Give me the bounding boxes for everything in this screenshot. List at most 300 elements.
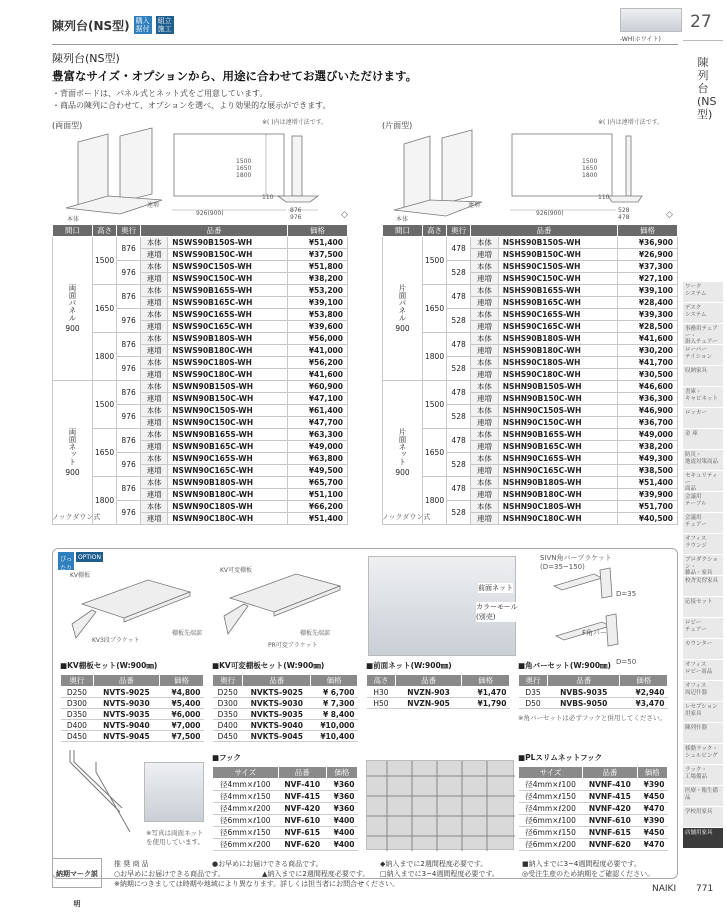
side-tab[interactable]: ロビー チェアー — [683, 618, 723, 639]
right_table-price: ¥30,500 — [618, 369, 678, 381]
kvk-option-header-cell: 価格 — [311, 675, 358, 687]
right_table-group-width: 900 — [395, 323, 410, 333]
page-title: 陳列台(NS型) — [52, 18, 130, 33]
left_table-product-code: NSWS90B180C-WH — [168, 345, 288, 357]
section-title: 陳列台(NS型) — [52, 52, 120, 65]
left_table-price: ¥47,100 — [288, 393, 348, 405]
right_table-product-code: NSHS90B165C-WH — [498, 297, 617, 309]
fit-badge: ぴったり — [58, 552, 74, 570]
kv-variable-shelf-diagram — [216, 564, 356, 650]
right_table-product-code: NSHN90C180C-WH — [498, 513, 617, 525]
kv-bracket-label: KV3段ブラケット — [92, 637, 140, 644]
kvk-option-header-cell: 奥行 — [213, 675, 243, 687]
left_table-height-cell: 1800 — [93, 333, 117, 381]
right_table-product-code: NSHS90C150C-WH — [498, 273, 617, 285]
right_table-price: ¥49,000 — [618, 429, 678, 441]
side-tab[interactable]: ロッカー — [683, 408, 723, 429]
right_table-kind-cell: 連増 — [471, 369, 499, 381]
left_table-height-cell: 1500 — [93, 381, 117, 429]
legend-item-6: ▲納入までに2週間程度必要です。 — [262, 870, 370, 878]
left_table-product-code: NSWS90C180S-WH — [168, 357, 288, 369]
right_table-row — [383, 333, 678, 345]
left_table-group-width: 900 — [65, 467, 80, 477]
hook-option-price: ¥360 — [326, 803, 357, 815]
kv-option-title: ■KV棚板セット(W:900㎜) — [60, 661, 158, 670]
left_table-price: ¥63,800 — [288, 453, 348, 465]
right_table-product-code: NSHS90C165S-WH — [498, 309, 617, 321]
left_table-kind-cell: 本体 — [141, 429, 168, 441]
right_table-kind-cell: 連増 — [471, 345, 499, 357]
hook-photo-note: ※写真は両面ネット を使用しています。 — [146, 829, 204, 846]
right_table-kind-cell: 本体 — [471, 237, 499, 249]
kvk-option-code: NVKTS-9040 — [243, 720, 311, 731]
side-tab[interactable]: 移動ラック・ シェルビング — [683, 744, 723, 765]
left_table-product-code: NSWS90B150C-WH — [168, 249, 288, 261]
right_table-kind-cell: 連増 — [471, 273, 499, 285]
right_table-depth-cell: 478 — [447, 381, 471, 405]
right_table-price: ¥41,700 — [618, 357, 678, 369]
right_table-group-name — [383, 381, 423, 525]
kv-option-row — [61, 709, 204, 720]
left_table-price: ¥56,000 — [288, 333, 348, 345]
right_table-price: ¥39,900 — [618, 489, 678, 501]
right_table-price: ¥27,100 — [618, 273, 678, 285]
left_table-price: ¥39,100 — [288, 297, 348, 309]
hook-option-price: ¥400 — [326, 815, 357, 827]
lead-text: 豊富なサイズ・オプションから、用途に合わせてお選びいただけます。 — [52, 69, 418, 83]
left_table-price: ¥37,500 — [288, 249, 348, 261]
right_table-product-code: NSHN90B180C-WH — [498, 489, 617, 501]
left_table-kind-cell: 本体 — [141, 237, 168, 249]
bar-option-code: NVBS-9035 — [548, 687, 620, 698]
side-tab[interactable]: 店舗用家具 — [683, 828, 723, 849]
side-tab[interactable]: 会議用 テーブル — [683, 492, 723, 513]
hook-option-size: 径6mm×ℓ100 — [213, 815, 279, 827]
kv-option-header-cell: 価格 — [160, 675, 204, 687]
right_table-price: ¥39,100 — [618, 285, 678, 297]
right_table-price: ¥28,400 — [618, 297, 678, 309]
kvk-option-title: ■KV可変棚板セット(W:900㎜) — [212, 661, 325, 670]
kv-option-header — [61, 675, 204, 687]
hook-option-row — [213, 791, 358, 803]
left_table-kind-cell: 本体 — [141, 357, 168, 369]
kv-option-row — [61, 698, 204, 709]
net-option-table — [366, 674, 510, 709]
hook-option-code: NVF-610 — [278, 815, 326, 827]
pl-option-row — [519, 827, 668, 839]
kv-option-code: NVTS-9035 — [93, 709, 159, 720]
pl-option-price: ¥390 — [637, 815, 667, 827]
left_table-product-code: NSWN90B165S-WH — [168, 429, 288, 441]
left_table-depth-cell: 876 — [117, 429, 141, 453]
right_table-group-label: 片面パネル — [398, 284, 407, 322]
right_table-price: ¥46,600 — [618, 381, 678, 393]
side-tab[interactable]: ワーク システム — [683, 282, 723, 303]
right_table-depth-cell: 478 — [447, 285, 471, 309]
left_table-kind-cell: 連増 — [141, 297, 168, 309]
net-hook-photo — [366, 760, 514, 850]
net-option-size: H50 — [367, 698, 396, 709]
right_table-row — [383, 237, 678, 249]
side-tab[interactable]: 書庫・ キャビネット — [683, 387, 723, 408]
bullet-2: ・商品の陳列に合わせて、オプションを選べ、より効果的な展示ができます。 — [52, 101, 331, 110]
pl-option-code: NVNF-620 — [583, 839, 637, 851]
left_table-price: ¥53,200 — [288, 285, 348, 297]
pl-option-price: ¥470 — [637, 803, 667, 815]
kvk-option-row — [213, 709, 358, 720]
pl-option-size: 径6mm×ℓ200 — [519, 839, 583, 851]
hook-option-header — [213, 767, 358, 779]
left_table-kind-cell: 本体 — [141, 309, 168, 321]
left_table-product-code: NSWS90C150C-WH — [168, 273, 288, 285]
single-dim-note: ※( )内は連増寸法です。 — [598, 119, 664, 126]
side-tab[interactable]: 会議用 チェアー — [683, 513, 723, 534]
pl-option-size: 径4mm×ℓ150 — [519, 791, 583, 803]
left_table-kind-cell: 本体 — [141, 381, 168, 393]
right_table-price: ¥38,500 — [618, 465, 678, 477]
side-tab[interactable]: 防災・ 地震対策商品 — [683, 450, 723, 471]
diamond-icon: ◇ — [341, 210, 348, 220]
d50-label: D=50 — [616, 658, 637, 666]
left_table-product-code: NSWN90C180S-WH — [168, 501, 288, 513]
d35-label: D=35 — [616, 590, 637, 598]
bar-option-row — [519, 687, 668, 698]
right_table-depth-cell: 528 — [447, 309, 471, 333]
right_table-product-code: NSHN90C165S-WH — [498, 453, 617, 465]
right_table-price: ¥40,500 — [618, 513, 678, 525]
right_table-product-code: NSHN90B180S-WH — [498, 477, 617, 489]
side-tab[interactable]: 事務用チェアー・ 掛入チェアー — [683, 324, 723, 345]
side-tab[interactable]: セキュリティー 商品 — [683, 471, 723, 492]
hook-option-price: ¥400 — [326, 839, 357, 851]
left_table-row — [53, 381, 348, 393]
right_table-product-code: NSHN90C180S-WH — [498, 501, 617, 513]
net-option-title: ■前面ネット(W:900㎜) — [366, 661, 452, 670]
right_table-kind-cell: 本体 — [471, 309, 499, 321]
legend-item-8: ◎受注生産のため納期をご確認ください。 — [522, 870, 655, 878]
legend-item-2: ●お早めにお届けできる商品です。 — [212, 860, 323, 868]
pl-option-size: 径6mm×ℓ150 — [519, 827, 583, 839]
hook-option-header-cell: 価格 — [326, 767, 357, 779]
right_table-kind-cell: 本体 — [471, 429, 499, 441]
right_table-depth-cell: 478 — [447, 477, 471, 501]
left_table-kind-cell: 連増 — [141, 393, 168, 405]
kvk-option-row — [213, 687, 358, 698]
hook-option-size: 径6mm×ℓ150 — [213, 827, 279, 839]
net-option-code: NVZN-903 — [395, 687, 461, 698]
right_table-kind-cell: 本体 — [471, 501, 499, 513]
assembly-badge: 組立施工 — [157, 17, 172, 33]
side-tab[interactable]: オフィス ロビー商品 — [683, 660, 723, 681]
right_table-depth-cell: 528 — [447, 453, 471, 477]
side-tab[interactable]: 陳列什器 — [683, 723, 723, 744]
kv-option-code: NVTS-9045 — [93, 731, 159, 742]
net-option-header-cell: 品番 — [395, 675, 461, 687]
left_table-product-code: NSWN90C180C-WH — [168, 513, 288, 525]
right_table-product-code: NSHS90B180S-WH — [498, 333, 617, 345]
right_table-kind-cell: 本体 — [471, 333, 499, 345]
right_table-group-name — [383, 237, 423, 381]
left_table-product-code: NSWN90B180S-WH — [168, 477, 288, 489]
right_table-product-code: NSHN90B165C-WH — [498, 441, 617, 453]
left_table-kind-cell: 連増 — [141, 441, 168, 453]
net-option-price: ¥1,470 — [462, 687, 510, 698]
right_table-price: ¥36,300 — [618, 393, 678, 405]
net-option-row — [367, 698, 510, 709]
right_table-price: ¥41,600 — [618, 333, 678, 345]
bar-set-note: ※角バーセットは必ずフックと併用してください。 — [518, 714, 666, 722]
hook-option-row — [213, 803, 358, 815]
right_table-header-cell: 高さ — [423, 225, 447, 237]
double-dim-note: ※( )内は連増寸法です。 — [262, 119, 328, 126]
left_table-price: ¥38,200 — [288, 273, 348, 285]
title-rule — [52, 44, 678, 45]
kvk-option-row — [213, 720, 358, 731]
left_table-price: ¥51,100 — [288, 489, 348, 501]
left_table-depth-cell: 976 — [117, 357, 141, 381]
right_table-height-cell: 1800 — [423, 477, 447, 525]
right_table-kind-cell: 連増 — [471, 297, 499, 309]
kv-option-price: ¥6,000 — [160, 709, 204, 720]
kvk-option-size: D250 — [213, 687, 243, 698]
right_table-group-width: 900 — [395, 467, 410, 477]
left_table-depth-cell: 876 — [117, 237, 141, 261]
side-tab[interactable]: ラック・ 工場備品 — [683, 765, 723, 786]
right_table-price: ¥36,900 — [618, 237, 678, 249]
side-tab[interactable]: ローパー テイション — [683, 345, 723, 366]
hook-table-wrap — [212, 752, 358, 851]
right_table-product-code: NSHS90C150S-WH — [498, 261, 617, 273]
left_table-kind-cell: 連増 — [141, 417, 168, 429]
bar-option-table — [518, 674, 668, 709]
left_table-kind-cell: 連増 — [141, 465, 168, 477]
left_table-group-label: 両面パネル — [68, 284, 77, 322]
page-number: 771 — [696, 884, 714, 894]
left_table-group-name — [53, 381, 93, 525]
right_table-product-code: NSHS90B150S-WH — [498, 237, 617, 249]
left_table-header-cell: 高さ — [93, 225, 117, 237]
right_table-price: ¥49,300 — [618, 453, 678, 465]
left_table-price: ¥65,700 — [288, 477, 348, 489]
kvk-bracket-label: PR可変ブラケット — [268, 642, 318, 649]
left_table-header-cell: 間口 — [53, 225, 93, 237]
kv-option-table — [60, 674, 204, 742]
side-tab[interactable]: 金 庫 — [683, 429, 723, 450]
right_table-kind-cell: 連増 — [471, 393, 499, 405]
right_table-product-code: NSHS90B165S-WH — [498, 285, 617, 297]
right_table-kind-cell: 連増 — [471, 249, 499, 261]
side-tab[interactable]: カウンター — [683, 639, 723, 660]
bullet-1: ・背面ボードは、パネル式とネット式をご用意しています。 — [52, 89, 268, 98]
pl-option-price: ¥390 — [637, 779, 667, 791]
color-swatch-image — [620, 8, 682, 32]
left_table-kind-cell: 本体 — [141, 405, 168, 417]
right_table-kind-cell: 本体 — [471, 453, 499, 465]
kv-option-price: ¥7,500 — [160, 731, 204, 742]
pl-option-price: ¥450 — [637, 791, 667, 803]
right_table-product-code: NSHS90C180S-WH — [498, 357, 617, 369]
single-sided-diagram — [390, 122, 680, 230]
left_table-product-code: NSWS90C165C-WH — [168, 321, 288, 333]
right_table-header-cell: 品番 — [471, 225, 618, 237]
right_table-header-row — [383, 225, 678, 237]
single-ext-label: 連増 — [468, 202, 481, 209]
right_table-row — [383, 381, 678, 393]
net-option-price: ¥1,790 — [462, 698, 510, 709]
left_table-price: ¥66,200 — [288, 501, 348, 513]
left_table-kind-cell: 連増 — [141, 345, 168, 357]
pl-option-price: ¥470 — [637, 839, 667, 851]
left_table-group-name — [53, 237, 93, 381]
bar-option-code: NVBS-9050 — [548, 698, 620, 709]
side-tab[interactable]: プロダクション・ 雑品・家具 — [683, 555, 723, 576]
left_table-product-code: NSWN90C150S-WH — [168, 405, 288, 417]
right_table-group-label: 片面ネット — [398, 428, 407, 466]
left_table-depth-cell: 876 — [117, 285, 141, 309]
double-body-label: 本体 — [67, 216, 80, 223]
pl-option-size: 径4mm×ℓ200 — [519, 803, 583, 815]
right_table-product-code: NSHN90C165C-WH — [498, 465, 617, 477]
left_table-depth-cell: 876 — [117, 333, 141, 357]
right_table-product-code: NSHS90C165C-WH — [498, 321, 617, 333]
left_table-group-width: 900 — [65, 323, 80, 333]
right_table-depth-cell: 528 — [447, 405, 471, 429]
kvk-option-price: ¥ 8,400 — [311, 709, 358, 720]
kvk-option-code: NVKTS-9025 — [243, 687, 311, 698]
kv-option-header-cell: 奥行 — [61, 675, 94, 687]
single-body-label: 本体 — [396, 216, 409, 223]
right_table-kind-cell: 連増 — [471, 441, 499, 453]
left_table-kind-cell: 本体 — [141, 477, 168, 489]
right_table-header-cell: 奥行 — [447, 225, 471, 237]
left_table-row — [53, 333, 348, 345]
left_table-product-code: NSWN90C150C-WH — [168, 417, 288, 429]
hook-option-code: NVF-410 — [278, 779, 326, 791]
left_table-price: ¥41,000 — [288, 345, 348, 357]
pl-option-code: NVNF-615 — [583, 827, 637, 839]
double-depth-2: 976 — [290, 214, 302, 221]
left_table-depth-cell: 876 — [117, 381, 141, 405]
kv-option-size: D400 — [61, 720, 94, 731]
pl-option-row — [519, 815, 668, 827]
kvk-shelf-label: KV可変棚板 — [220, 567, 253, 574]
left_table-price: ¥51,800 — [288, 261, 348, 273]
double-sided-label: (両面型) — [52, 121, 83, 130]
side-tab[interactable]: 応接セット — [683, 597, 723, 618]
pl-option-code: NVNF-610 — [583, 815, 637, 827]
kvk-option-row — [213, 698, 358, 709]
right_table-header-cell: 価格 — [618, 225, 678, 237]
left_table-product-code: NSWS90C165S-WH — [168, 309, 288, 321]
right_table-height-cell: 1800 — [423, 333, 447, 381]
net-option-header-cell: 価格 — [462, 675, 510, 687]
pl-option-header-cell: サイズ — [519, 767, 583, 779]
left_table-depth-cell: 976 — [117, 309, 141, 333]
single-depth-1: 528 — [618, 207, 630, 214]
side-tab[interactable]: 医療・衛生備品 — [683, 786, 723, 807]
kv-option-price: ¥5,400 — [160, 698, 204, 709]
right_table-price: ¥46,900 — [618, 405, 678, 417]
right_table-table — [382, 224, 678, 525]
pl-option-row — [519, 791, 668, 803]
left_table-row — [53, 237, 348, 249]
side-tab[interactable]: オフィス ラウンジ — [683, 534, 723, 555]
right_table-product-code: NSHN90C150S-WH — [498, 405, 617, 417]
right_table-product-code: NSHS90C180C-WH — [498, 369, 617, 381]
bar-option-header-cell: 品番 — [548, 675, 620, 687]
side-tab[interactable]: 校舎実習家具 — [683, 576, 723, 597]
bar-option-price: ¥3,470 — [620, 698, 668, 709]
left_table-group-label: 両面ネット — [68, 428, 77, 466]
right_table-depth-cell: 478 — [447, 333, 471, 357]
right_table-header-cell: 間口 — [383, 225, 423, 237]
single-sided-label: (片面型) — [382, 121, 413, 130]
single-height-dims: 1500 1650 1800 — [582, 158, 598, 179]
side-tab[interactable]: デスク システム — [683, 303, 723, 324]
legend-item-7: □納入までに3~4週間程度必要です。 — [380, 870, 499, 878]
left_table-kind-cell: 連増 — [141, 321, 168, 333]
kv-option-code: NVTS-9030 — [93, 698, 159, 709]
right_table-price: ¥37,300 — [618, 261, 678, 273]
left_table-price: ¥49,000 — [288, 441, 348, 453]
kv-option-price: ¥4,800 — [160, 687, 204, 698]
side-tab[interactable]: 収納家具 — [683, 366, 723, 387]
right_table-kind-cell: 連増 — [471, 513, 499, 525]
left_table-price: ¥63,300 — [288, 429, 348, 441]
left_table-header-cell: 価格 — [288, 225, 348, 237]
kv-option-size: D350 — [61, 709, 94, 720]
pl-option-size: 径4mm×ℓ100 — [519, 779, 583, 791]
right_table-price: ¥26,900 — [618, 249, 678, 261]
bar-option-price: ¥2,940 — [620, 687, 668, 698]
side-tab[interactable]: 学校用家具 — [683, 807, 723, 828]
color-label: -WH(ホワイト) — [620, 36, 661, 43]
f-bar-label: F角バー — [582, 629, 608, 637]
right_table-kind-cell: 連増 — [471, 465, 499, 477]
bar-set-table-wrap — [518, 660, 668, 709]
right_table-height-cell: 1650 — [423, 429, 447, 477]
left_table-price: ¥49,500 — [288, 465, 348, 477]
left_table-kind-cell: 連増 — [141, 513, 168, 525]
right_table-row — [383, 429, 678, 441]
left_table-product-code: NSWS90B150S-WH — [168, 237, 288, 249]
kv-option-price: ¥7,000 — [160, 720, 204, 731]
bar-option-size: D35 — [519, 687, 548, 698]
hook-option-title: ■フック — [212, 753, 242, 762]
side-tab[interactable]: レセプション 用家具 — [683, 702, 723, 723]
hook-option-size: 径4mm×ℓ200 — [213, 803, 279, 815]
left_table-depth-cell: 876 — [117, 477, 141, 501]
bar-option-header — [519, 675, 668, 687]
hook-option-row — [213, 779, 358, 791]
side-category-tabs — [683, 282, 723, 849]
right_table-product-code: NSHS90B180C-WH — [498, 345, 617, 357]
left_table-price: ¥53,800 — [288, 309, 348, 321]
right_table-product-code: NSHN90B165S-WH — [498, 429, 617, 441]
pl-option-header-cell: 価格 — [637, 767, 667, 779]
double-ext-label: 連増 — [147, 202, 160, 209]
side-tab[interactable]: オフィス 周辺什器 — [683, 681, 723, 702]
right_table-price: ¥38,200 — [618, 441, 678, 453]
bar-diagram — [540, 566, 670, 666]
pl-option-row — [519, 839, 668, 851]
kvk-option-code: NVKTS-9045 — [243, 731, 311, 742]
left_table-header-cell: 品番 — [141, 225, 288, 237]
right_table-product-code: NSHN90C150C-WH — [498, 417, 617, 429]
left_table-depth-cell: 976 — [117, 453, 141, 477]
kv-tip-label: 棚板先端部 — [172, 630, 203, 637]
left_table-depth-cell: 976 — [117, 261, 141, 285]
